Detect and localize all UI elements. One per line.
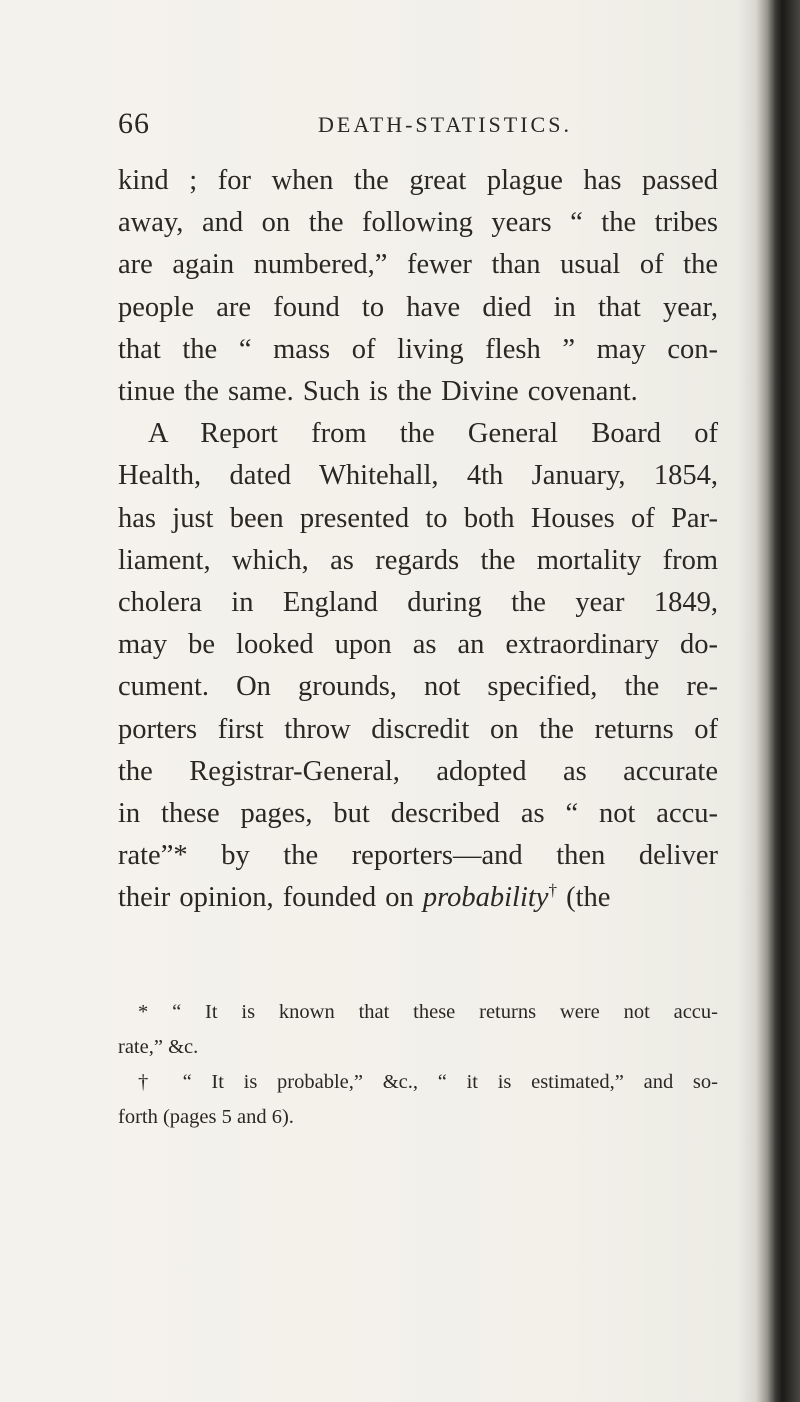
- footnotes: [118, 995, 718, 1135]
- body-line: A Report from the General Board of: [148, 418, 718, 450]
- footnote-line: rate,” &c.: [118, 1036, 199, 1058]
- body-text-run: rate”: [118, 840, 174, 872]
- body-line: liament, which, as regards the mortality from: [118, 544, 718, 576]
- footnote-line: * “ It is known that these returns were not accu-: [138, 1001, 718, 1023]
- body-line: are again numbered,” fewer than usual of the: [118, 249, 718, 281]
- book-binding-edge: [756, 0, 800, 1402]
- body-line: in these pages, but described as “ not accu-: [118, 798, 718, 830]
- footnote-line: forth (pages 5 and 6).: [118, 1106, 294, 1128]
- body-line: that the “ mass of living flesh ” may con-: [118, 333, 718, 365]
- running-title: DEATH-STATISTICS.: [318, 112, 572, 137]
- body-line: people are found to have died in that year,: [118, 291, 718, 323]
- body-line: Health, dated Whitehall, 4th January, 1854,: [118, 460, 718, 492]
- body-line: kind ; for when the great plague has passed: [118, 165, 718, 196]
- footnote-line: † “ It is probable,” &c., “ it is estimated,” and so-: [138, 1071, 718, 1093]
- body-line: may be looked upon as an extraordinary do-: [118, 629, 718, 661]
- body-text-run: their opinion, founded on: [118, 882, 414, 914]
- gutter-shadow: [738, 0, 756, 1402]
- body-line: has just been presented to both Houses of Par-: [118, 502, 718, 534]
- italic-word: probability: [422, 882, 549, 914]
- body-line: the Registrar-General, adopted as accurate: [118, 755, 718, 787]
- page-header: [118, 106, 718, 146]
- body-line: [118, 835, 718, 877]
- footnote-marker-asterisk: * by the reporters—and then deliver: [173, 840, 718, 872]
- footnote-marker-dagger: †: [548, 880, 557, 900]
- body-line: porters first throw discredit on the returns of: [118, 713, 718, 745]
- body-line: tinue the same. Such is the Divine covenant.: [118, 376, 638, 408]
- page-number: 66: [118, 107, 150, 140]
- body-line: cument. On grounds, not specified, the re-: [118, 671, 718, 703]
- body-line: [118, 877, 718, 919]
- body-line: cholera in England during the year 1849,: [118, 587, 718, 619]
- body-text-run: (the: [557, 882, 611, 914]
- body-text: [118, 160, 718, 920]
- body-line: away, and on the following years “ the tribes: [118, 207, 718, 239]
